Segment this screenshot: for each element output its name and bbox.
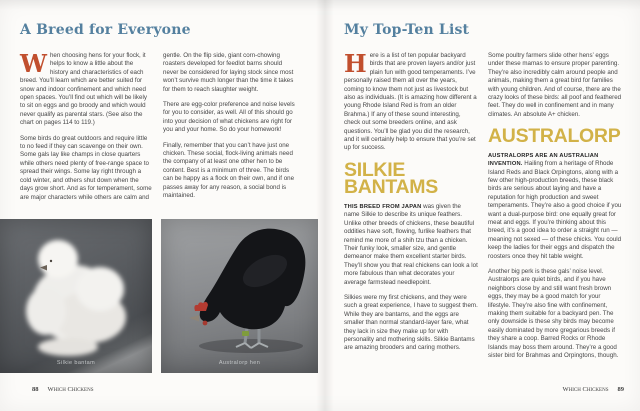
paragraph: Another big perk is these gals’ noise level. Australorps are quiet birds, and if you have neighbors close by and still want fresh brown eggs, they may be a good match for your lifestyle. They’re also fine with confinement, making them suitable for a backyard pen. The only downside is these shy birds may become easily dominated by more gregarious breeds if they share a coop. Barred Rocks or Rhode Islands may boss them around. They’re a good sister bird for Brahmas and Orpingtons, though. — [488, 268, 619, 360]
section-heading-australorp: AUSTRALORP — [488, 125, 621, 148]
paragraph-text: was given the name Silkie to describe its unique feathers. Unlike other breeds of chickens, these beautiful oddities have soft, flowing, furlike feathers that remind me more of a shih tzu than a chicken. Their funky look, smaller size, and gentle demeanor make them excellent starter birds. They’ll show you that real chickens can look a lot more fabulous than what decorates your average farmstead needlepoint. — [344, 202, 478, 286]
paragraph: Some birds do great outdoors and require little to no feed if they can scavenge on their own. Some gals lay like champs in close quarters while others need plenty of free-range space to spread their wings. Some lay right through a cold winter, and others shut down when the days grow short. And as for temperament, some are major characters while others are calm and — [20, 134, 152, 201]
page-number: 88 — [32, 386, 39, 393]
lead-in: AUSTRALORPS ARE AN AUSTRALIAN INVENTION. — [488, 152, 599, 168]
left-column-1 — [20, 49, 153, 209]
silkie-photo — [0, 219, 152, 373]
hen-comb — [194, 302, 208, 311]
page-gutter — [316, 0, 334, 411]
book-title: Which Chickens — [47, 386, 94, 393]
paragraph — [20, 49, 153, 128]
australorp-hen-illustration — [161, 219, 318, 373]
silkie-eye — [50, 260, 52, 262]
right-column-1 — [344, 49, 478, 360]
paragraph — [488, 152, 624, 261]
paragraph — [344, 203, 478, 287]
right-column-2 — [488, 52, 624, 368]
paragraph-text: hen choosing hens for your flock, it helps to know a little about the history and characteristics of each breed. You’ll learn which are better suited for snow and indoor confinement and which need open spaces. You’ll find out which will be likely to sit on eggs and go broody and which would never qualify as parental stars. (See also the chart on pages 114 to 119.) — [20, 52, 147, 127]
paragraph: Some poultry farmers slide other hens’ eggs under these mamas to ensure proper parenting. They’re also incredibly calm around people and animals, making them a great bird for families with young children. And of course, there are the crazy looks of these birds: all poof and feathered feet. They do well in confinement and in many climates. An absolute A+ chicken. — [488, 52, 622, 118]
lead-in: THIS BREED FROM JAPAN — [344, 203, 422, 210]
leg-band — [242, 331, 249, 336]
dropcap-h: H — [344, 49, 367, 78]
paragraph: There are egg-color preference and noise levels for you to consider, as well. All of this should go into your decision of what chickens are right for you and your home. So do your homework! — [163, 101, 295, 134]
paragraph: Silkies were my first chickens, and they were such a great experience, I have to suggest them. While they are bantams, and the eggs are smaller than normal standard-layer fare, what they lack in size they make up for with personality and mothering skills. Silkie Bantams are amazing brooders and caring mothers. — [344, 293, 478, 352]
photo-caption: Australorp hen — [218, 360, 261, 366]
paragraph-text: ere is a list of ten popular backyard birds that are proven layers and/or just plain fun with good temperaments. I’ve personally raised them all over the years, coming to know them not just as livestock but also as individuals. (It is amazing how different a young Rhode Island Red is from an older Brahma.) If any of these sound interesting, check out some breeders online, and ask questions. You’ll be glad you did the research, and it will certainly help to ensure that you’re set up for success. — [344, 52, 477, 152]
australorp-photo — [161, 219, 318, 373]
book-title: Which Chickens — [562, 386, 609, 393]
left-column-2 — [163, 52, 298, 208]
paragraph: Finally, remember that you can’t have just one chicken. These social, flock-living animals need the company of at least one other hen to be content. Best is a minimum of three. The birds can be happy as a flock on their own, and if one passes away for any reason, a social bond is maintained. — [163, 141, 295, 200]
silkie-chicken-illustration — [0, 219, 152, 373]
right-footer — [563, 386, 625, 393]
page-number: 89 — [617, 386, 624, 393]
left-footer — [32, 386, 94, 393]
hen-wattle — [203, 321, 208, 326]
paragraph — [344, 49, 478, 153]
right-page-title: My Top-Ten List — [344, 22, 470, 38]
dropcap-w: W — [20, 49, 47, 78]
photo-caption: Silkie bantam — [56, 360, 96, 366]
paragraph-text: Hailing from a heritage of Rhode Island Reds and Black Orpingtons, along with a few other high-production breeds, these black birds are serious about laying and have a reputation for high production and sweet temperaments. They’re also a good choice if you want a dual-purpose bird: one equally great for meat and eggs. If you’re thinking about this breed, it’s a good idea to order a straight run — meaning not sexed — of these chicks. You could keep the ladies for their eggs and dispatch the roosters once they hit table weight. — [488, 160, 622, 260]
paragraph: gentle. On the flip side, giant corn-chowing roasters developed for feedlot barns should never be considered for laying stock since most won’t survive much longer than the time it takes for them to reach slaughter weight. — [163, 52, 294, 93]
left-page-title: A Breed for Everyone — [20, 22, 191, 38]
hen-beak — [189, 315, 199, 322]
section-heading-silkie-bantams: SILKIE BANTAMS — [344, 158, 438, 199]
